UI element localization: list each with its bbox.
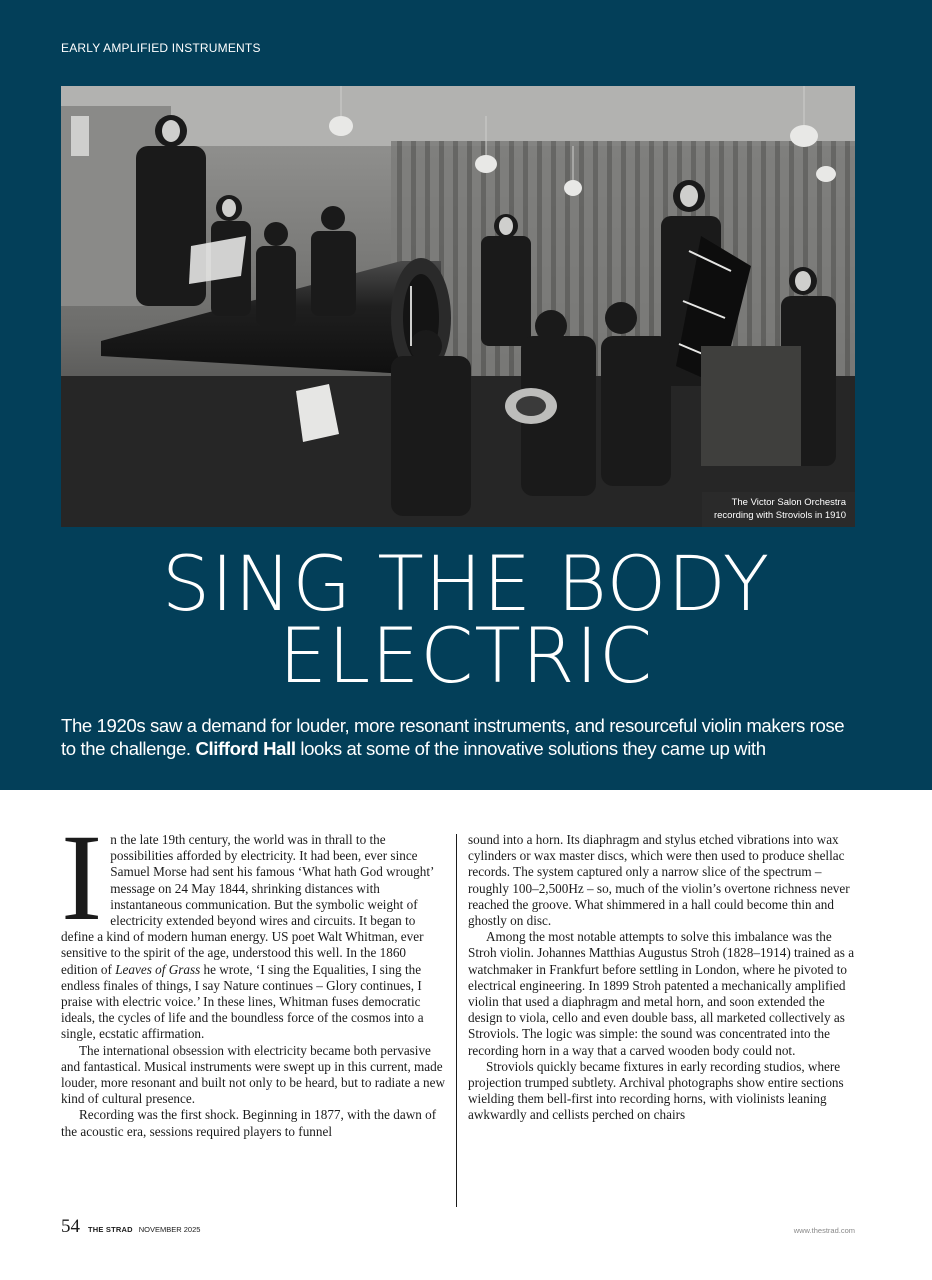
headline-line-1: SING THE BODY	[161, 539, 771, 628]
paragraph-4: sound into a horn. Its diaphragm and stylus etched vibrations into wax cylinders or wax master discs, which were then used to produce shellac records. The system captured only a narrow slice of the spectrum – roughly 100–2,500Hz – so, much of the violin’s overtone richness never reached the groove. What shimmered in a hall could become thin and ghostly on disc.	[468, 832, 850, 929]
drop-cap: I	[61, 809, 103, 946]
website-url: www.thestrad.com	[793, 1226, 855, 1235]
orchestra-photo-illustration	[61, 86, 855, 527]
paragraph-1-start: n the late 19th century, the world was in thrall to the possibilities afforded by electricity. It had been, ever since Samuel Morse had sent his famous ‘What hath God wrought’ message on 24 May 1844, shrinking distances with instantaneous communication. But the symbolic weight of electricity extended beyond wires and circuits. It began to define a kind of modern human energy. US poet Walt Whitman, ever sensitive to the spirit of the age, understood this well. In the 1860 edition of	[61, 832, 434, 977]
paragraph-1-end: he wrote, ‘I sing the Equalities, I sing the endless finales of things, I say Nature continues – Glory continues, I praise with electric voice.’ In these lines, Whitman fuses democratic ideals, the cycles of life and the boundless force of the cosmos into a single, ecstatic affirmation.	[61, 961, 424, 1042]
paragraph-5: Among the most notable attempts to solve this imbalance was the Stroh violin. Johannes Matthias Augustus Stroh (1828–1914) trained as a watchmaker in Frankfurt before settling in London, where he pivoted to electrical engineering. In 1899 Stroh patented a mechanically amplified violin that used a diaphragm and metal horn, and soon extended the design to viola, cello and even double bass, all marketed collectively as Stroviols. The logic was simple: the sound was concentrated into the recording horn in a way that a carved wooden body could not.	[468, 929, 855, 1058]
standfirst	[61, 714, 861, 760]
paragraph-2: The international obsession with electricity became both pervasive and fantastical. Musical instruments were swept up in this current, made louder, more resonant and built not only to be heard, but to radiate a new kind of cultural presence.	[61, 1042, 445, 1107]
orchestra-photo	[61, 86, 855, 527]
book-title: Leaves of Grass	[115, 961, 201, 977]
paragraph-6: Stroviols quickly became fixtures in early recording studios, where projection trumped subtlety. Archival photographs show entire sections wielding them bell-first into recording horns, with violinists leaning awkwardly and cellists perched on chairs	[468, 1058, 844, 1123]
photo-caption	[702, 492, 855, 527]
issue-date: NOVEMBER 2025	[138, 1225, 201, 1234]
section-label: EARLY AMPLIFIED INSTRUMENTS	[61, 41, 261, 55]
standfirst-text-1: The 1920s saw a demand for louder, more resonant instruments, and resourceful violin makers rose to the challenge.	[61, 715, 845, 759]
paragraph-3: Recording was the first shock. Beginning in 1877, with the dawn of the acoustic era, sessions required players to funnel	[61, 1107, 437, 1139]
article-column-left	[61, 809, 445, 1140]
page-footer	[61, 1216, 200, 1238]
magazine-name: THE STRAD	[88, 1225, 133, 1234]
caption-line-1: The Victor Salon Orchestra	[731, 497, 846, 508]
paragraph-1	[61, 809, 445, 1043]
page-number: 54	[61, 1216, 80, 1237]
article-column-right	[468, 832, 856, 1124]
column-divider	[456, 834, 457, 1207]
caption-line-2: recording with Stroviols in 1910	[713, 510, 846, 521]
standfirst-text-2: looks at some of the innovative solutions they came up with	[295, 738, 766, 759]
author-name: Clifford Hall	[195, 738, 296, 759]
headline-line-2: ELECTRIC	[278, 611, 654, 700]
